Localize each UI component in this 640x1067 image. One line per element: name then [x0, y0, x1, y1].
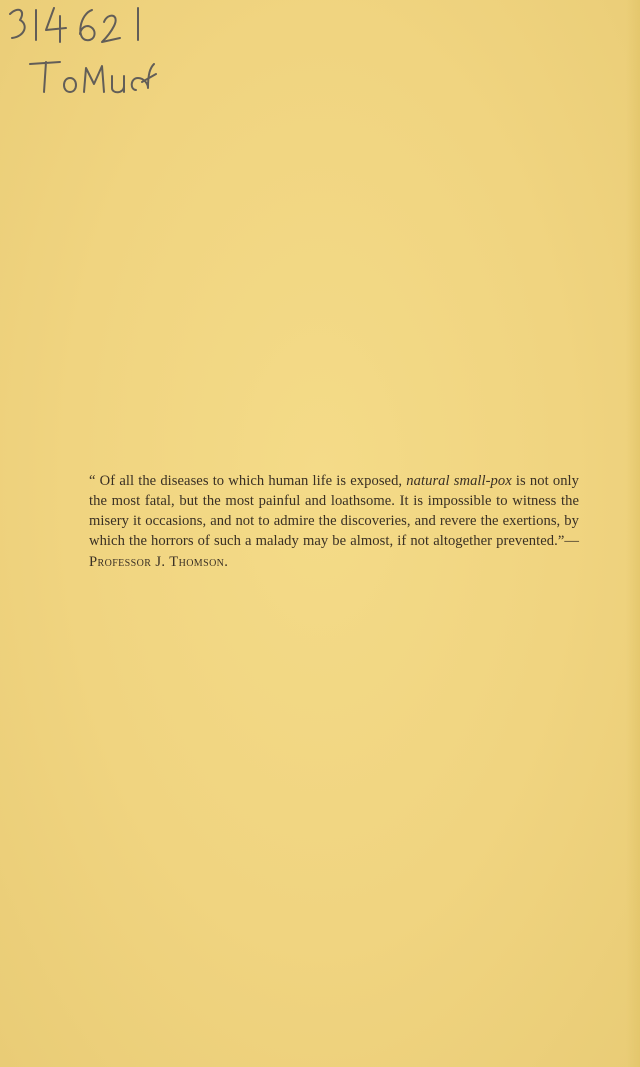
- quote-emphasis: natural small-pox: [406, 472, 512, 489]
- page-edge-shadow: [626, 0, 640, 1067]
- quote-text-part1: “ Of all the diseases to which human life is exposed,: [89, 472, 407, 489]
- handwritten-catalog-note: [8, 2, 168, 102]
- quote-paragraph: [89, 471, 579, 572]
- handwriting-drawing: [8, 2, 168, 102]
- quote-text-part2: is not only the most fatal, but the most painful and loathsome. It is impossible to witness the misery it occasions, and not to admire the discoveries, and revere the exertions, by which the horrors of such a malady may be almost, if not altogether prevented.”—: [89, 472, 580, 550]
- quote-attribution: Professor J. Thomson.: [89, 553, 229, 570]
